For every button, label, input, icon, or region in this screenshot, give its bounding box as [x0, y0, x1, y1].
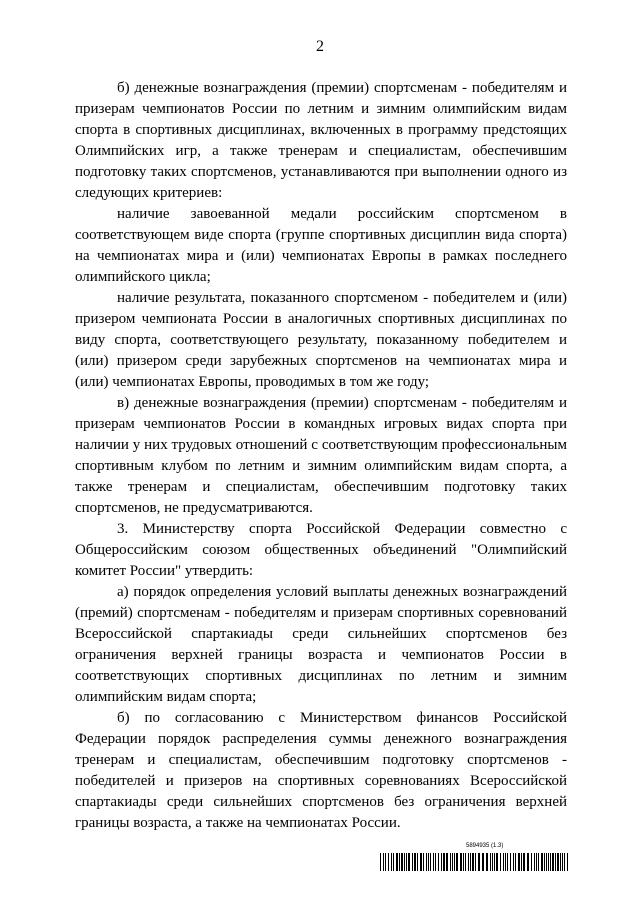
- paragraph: а) порядок определения условий выплаты денежных вознаграждений (премий) спортсменам - победителям и призерам спортивных соревнований Всероссийской спартакиады среди сильнейших спортсменов без ограничения верхней границы возраста и чемпионатов России в соответствующих спортивных дисциплинах по летним и зимним олимпийским видам спорта;: [75, 584, 567, 705]
- barcode-bar: [518, 853, 520, 871]
- barcode-bar: [406, 853, 407, 871]
- barcode-bar: [380, 853, 381, 871]
- barcode-bar: [472, 853, 474, 871]
- barcode-bar: [482, 853, 484, 871]
- barcode-bar: [433, 853, 434, 871]
- barcode-bar: [391, 853, 392, 871]
- barcode-bar: [538, 853, 539, 871]
- barcode-bar: [385, 853, 386, 871]
- paragraph: б) денежные вознаграждения (премии) спортсменам - победителям и призерам чемпионатов России по летним и зимним олимпийским видам спорта в спортивных дисциплинах, включенных в программу предстоящих Олимпийских игр, а также тренерам и специалистам, обеспечившим подготовку таких спортсменов, устанавливаются при выполнении одного из следующих критериев:: [75, 80, 567, 201]
- barcode-bar: [562, 853, 563, 871]
- barcode-bar: [430, 853, 431, 871]
- barcode-bar: [465, 853, 466, 871]
- barcode-bar: [490, 853, 491, 871]
- barcode-bar: [503, 853, 504, 871]
- barcode-bar: [557, 853, 559, 871]
- barcode-bar: [443, 853, 445, 871]
- paragraph: наличие результата, показанного спортсменом - победителем и (или) призером чемпионата России в аналогичных спортивных дисциплинах по виду спорта, соответствующего результату, показанному победителем и (или) призером среди зарубежных спортсменов на чемпионатах мира и (или) чемпионатах Европы, проводимых в том же году;: [75, 290, 567, 390]
- barcode-bar: [446, 853, 448, 871]
- barcode-bar: [544, 853, 545, 871]
- barcode-bar: [383, 853, 384, 871]
- barcode-bar: [567, 853, 568, 871]
- barcode-bar: [470, 853, 471, 871]
- barcode-bar: [552, 853, 554, 871]
- barcode-bar: [496, 853, 498, 871]
- barcode-bar: [531, 853, 532, 871]
- barcode-bar: [541, 853, 543, 871]
- barcode-bar: [534, 853, 535, 871]
- paragraph: в) денежные вознаграждения (премии) спортсменам - победителям и призерам чемпионатов России в командных игровых видах спорта при наличии у них трудовых отношений с соответствующим профессиональным спортивным клубом по летним и зимним олимпийским видам спорта, а также тренерам и специалистам, обеспечившим подготовку таких спортсменов, не предусматриваются.: [75, 395, 567, 516]
- barcode-bar: [454, 853, 455, 871]
- barcode-bar: [527, 853, 529, 871]
- barcode-bar: [564, 853, 565, 871]
- barcode-bar: [507, 853, 508, 871]
- barcode-bar: [478, 853, 480, 871]
- document-body: [75, 78, 567, 834]
- barcode-bar: [404, 853, 405, 871]
- paragraph: б) по согласованию с Министерством финансов Российской Федерации порядок распределения суммы денежного вознаграждения тренерам и специалистам, обеспечившим подготовку спортсменов - победителей и призеров на спортивных соревнованиях Всероссийской спартакиады среди сильнейших спортсменов без ограничения верхней границы возраста, а также на чемпионатах России.: [75, 710, 567, 831]
- paragraph: наличие завоеванной медали российским спортсменом в соответствующем виде спорта (группе спортивных дисциплин вида спорта) на чемпионатах мира и (или) чемпионатах Европы в рамках последнего олимпийского цикла;: [75, 206, 567, 285]
- barcode-bar: [401, 853, 403, 871]
- barcode-bar: [500, 853, 501, 871]
- barcode-bar: [428, 853, 429, 871]
- barcode-bar: [510, 853, 511, 871]
- barcode-bar: [414, 853, 416, 871]
- paragraph: 3. Министерству спорта Российской Федерации совместно с Общероссийским союзом общественных объединений "Олимпийский комитет России" утвердить:: [75, 521, 567, 579]
- barcode-bar: [412, 853, 413, 871]
- barcode-bar: [546, 853, 547, 871]
- barcode-bar: [560, 853, 561, 871]
- barcode-bar: [505, 853, 506, 871]
- barcode-bar: [486, 853, 488, 871]
- barcode-bar: [515, 853, 516, 871]
- barcode-bar: [513, 853, 514, 871]
- barcode-bar: [452, 853, 453, 871]
- barcode-bar: [423, 853, 424, 871]
- barcode-bar: [396, 853, 398, 871]
- barcode-bar: [468, 853, 469, 871]
- barcode-bar: [399, 853, 400, 871]
- barcode-bar: [475, 853, 476, 871]
- barcode-bar: [393, 853, 394, 871]
- barcode-bar: [463, 853, 464, 871]
- page-number: 2: [316, 38, 324, 55]
- barcode-bar: [548, 853, 549, 871]
- barcode: [380, 853, 568, 871]
- barcode-bar: [441, 853, 442, 871]
- barcode-bar: [536, 853, 537, 871]
- barcode-bar: [408, 853, 410, 871]
- document-stamp: 5894935 (1.3): [466, 843, 504, 849]
- barcode-bar: [492, 853, 493, 871]
- barcode-bar: [450, 853, 451, 871]
- barcode-bar: [420, 853, 422, 871]
- barcode-bar: [460, 853, 462, 871]
- barcode-bar: [435, 853, 436, 871]
- barcode-bar: [523, 853, 525, 871]
- barcode-bar: [550, 853, 551, 871]
- barcode-bar: [456, 853, 458, 871]
- barcode-bar: [426, 853, 427, 871]
- barcode-bar: [555, 853, 556, 871]
- barcode-bar: [521, 853, 522, 871]
- barcode-bar: [494, 853, 495, 871]
- barcode-bar: [438, 853, 439, 871]
- barcode-bar: [417, 853, 418, 871]
- barcode-bar: [388, 853, 389, 871]
